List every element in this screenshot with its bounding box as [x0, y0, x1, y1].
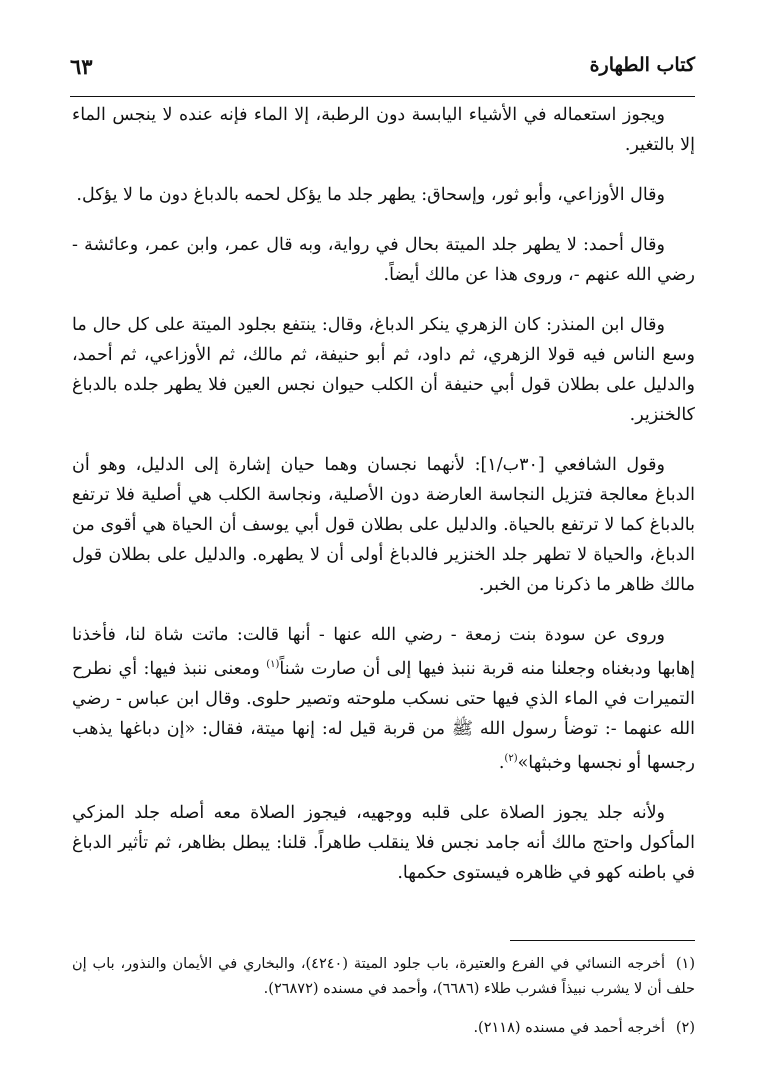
footnote-text: أخرجه النسائي في الفرع والعتيرة، باب جلود الميتة (٤٢٤٠)، والبخاري في الأيمان والنذور، باب إن حلف أن لا يشرب نبيذاً فشرب طلاء (٦٦٨٦)، وأحمد في مسنده (٢٦٨٧٢). [72, 956, 695, 997]
footnote-ref: (١) [266, 659, 280, 670]
paragraph-text: . [498, 752, 505, 773]
paragraph-text: ومعنى ننبذ فيها: أي نطرح التميرات في الماء الذي فيها حتى نسكب ملوحته وتصير حلوى. وقال ابن عباس - رضي الله عنهما -: توضأ رسول الله ﷺ من قربة قيل له: إنها ميتة، فقال: «إن دباغها يذهب رجسها أو نجسها وخبثها» [72, 658, 695, 773]
paragraph: وقال أحمد: لا يطهر جلد الميتة بحال في رواية، وبه قال عمر، وابن عمر، وعائشة - رضي الله عنهم -، وروى هذا عن مالك أيضاً. [72, 235, 695, 285]
paragraph-text: وروى عن سودة بنت زمعة - رضي الله عنها - أنها قالت: ماتت شاة لنا، فأخذنا إهابها ودبغناه وجعلنا منه قربة ننبذ فيها إلى أن صارت شناً [72, 625, 695, 679]
paragraph: وقال ابن المنذر: كان الزهري ينكر الدباغ، وقال: ينتفع بجلود الميتة على كل حال ما وسع الناس فيه قولا الزهري، ثم داود، ثم أبو حنيفة، ثم مالك، ثم الأوزاعي، ثم أحمد، والدليل على بطلان قول أبي حنيفة أن الكلب حيوان نجس العين فلا يطهر جلده بالدباغ كالخنزير. [72, 315, 695, 425]
page-number: ٦٣ [70, 54, 93, 79]
running-header [70, 52, 695, 86]
paragraph: ويجوز استعماله في الأشياء اليابسة دون الرطبة، إلا الماء فإنه عنده لا ينجس الماء إلا بالتغير. [72, 105, 695, 155]
footnote-number: (٢) [675, 1020, 695, 1036]
main-text [72, 100, 695, 908]
paragraph: وقول الشافعي [٣٠ب/١]: لأنهما نجسان وهما حيان إشارة إلى الدليل، وهو أن الدباغ معالجة فتزيل النجاسة العارضة دون الأصلية، ونجاسة الكلب هي أصلية فلا ترتفع بالدباغ كما لا ترتفع بالحياة. والدليل على بطلان قول أبي يوسف أن الحياة هي أقوى من الدباغ، والحياة لا تطهر جلد الخنزير فالدباغ أولى أن لا يطهره. والدليل على بطلان قول مالك ظاهر ما ذكرنا من الخبر. [72, 455, 695, 595]
paragraph [72, 620, 695, 778]
footnote-number: (١) [675, 956, 695, 972]
footnote-text: أخرجه أحمد في مسنده (٢١١٨). [473, 1020, 665, 1036]
footnote-rule [510, 940, 695, 941]
header-rule [70, 96, 695, 97]
footnote [72, 952, 695, 1002]
footnote-ref: (٢) [504, 752, 518, 764]
chapter-title: كتاب الطهارة [589, 54, 695, 76]
paragraph: وقال الأوزاعي، وأبو ثور، وإسحاق: يطهر جلد ما يؤكل لحمه بالدباغ دون ما لا يؤكل. [76, 185, 665, 205]
paragraph: ولأنه جلد يجوز الصلاة على قلبه ووجهيه، فيجوز الصلاة معه أصله جلد المزكي المأكول واحتج مالك أنه جامد نجس فلا ينقلب طاهراً. قلنا: يبطل بظاهر، ثم تأثير الدباغ في باطنه كهو في ظاهره فيستوى حكمها. [72, 802, 695, 883]
footnotes [72, 952, 695, 1055]
footnote [72, 1016, 695, 1041]
